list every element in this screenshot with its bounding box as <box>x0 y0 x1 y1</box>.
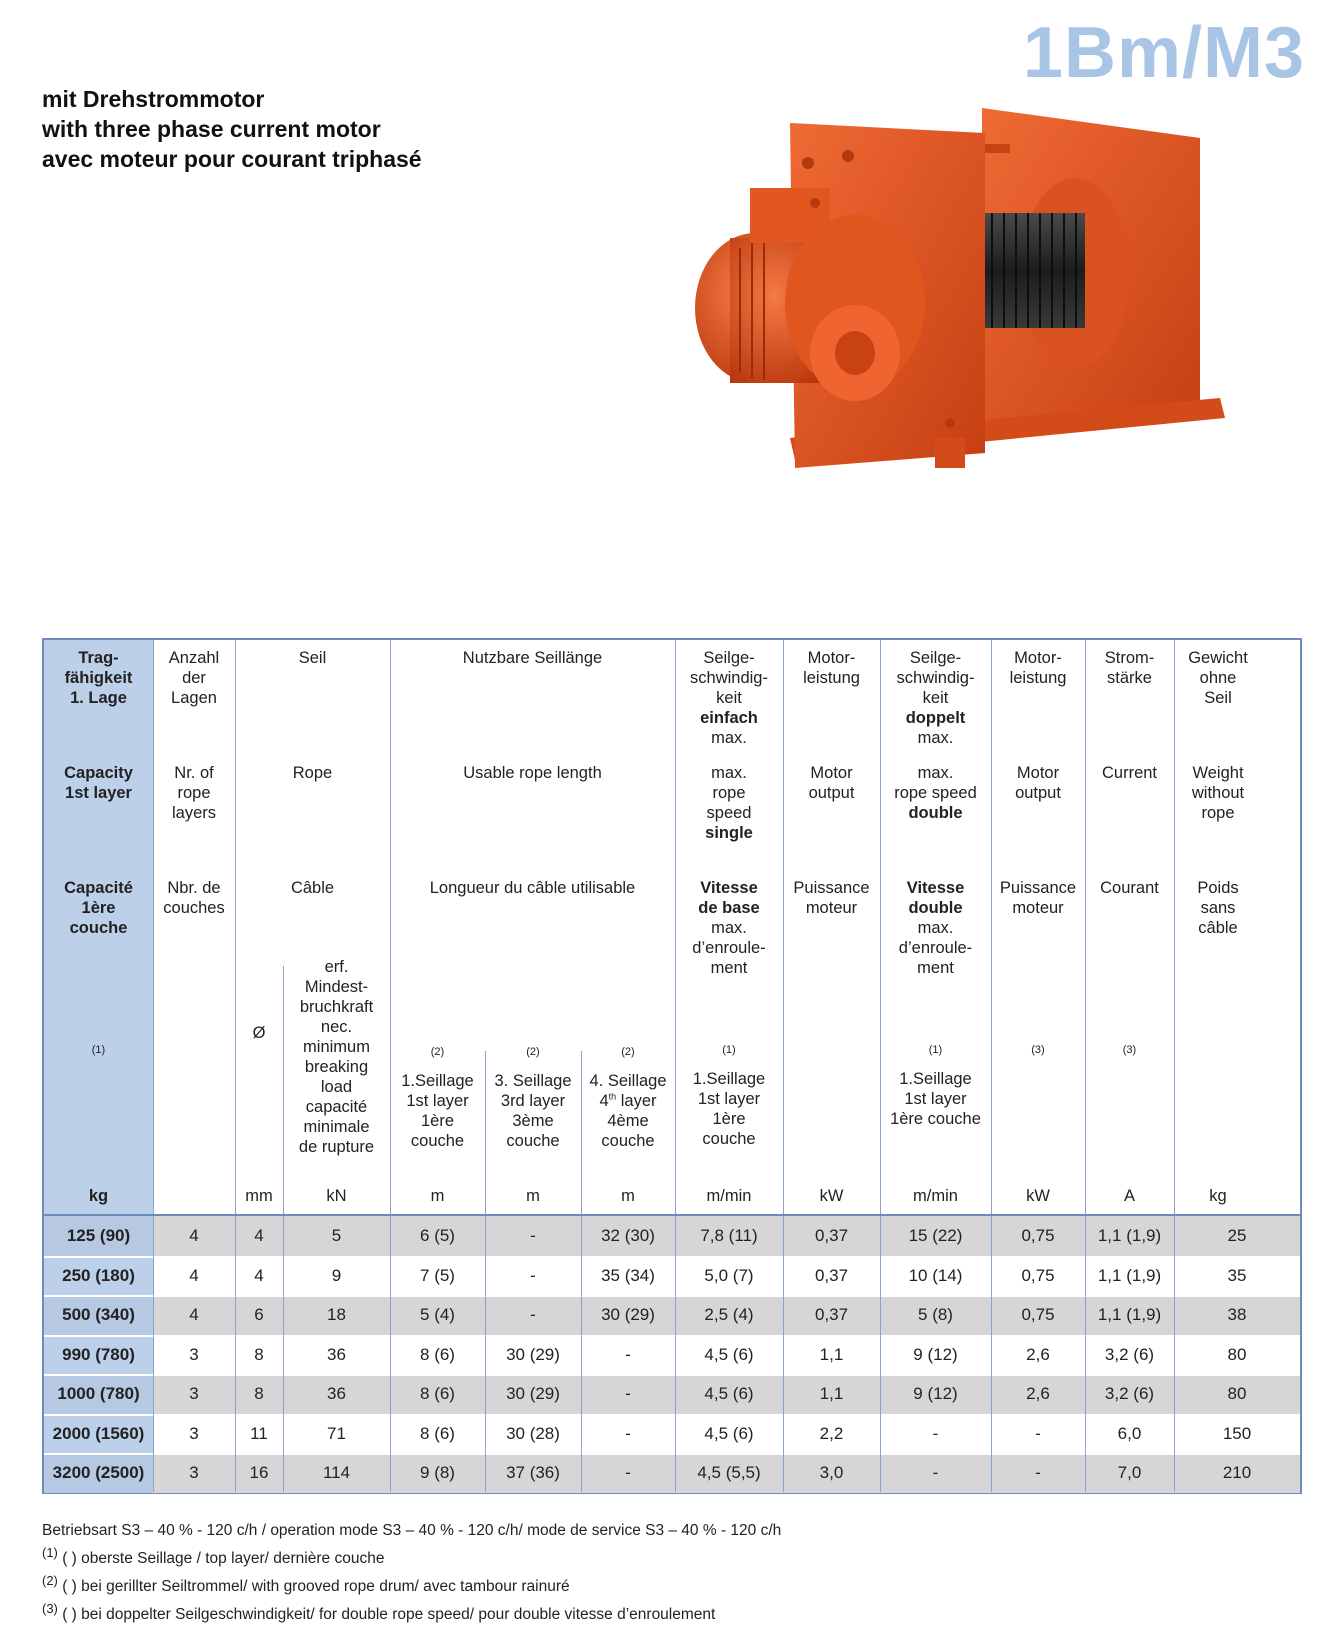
header-weight: Gewicht ohne Seil Weight without rope Poids sans câble kg <box>1188 649 1248 1205</box>
table-cell: 7,8 (11) <box>700 1226 758 1245</box>
table-cell: - <box>625 1384 631 1403</box>
table-cell: 80 <box>1227 1344 1247 1364</box>
table-cell: 2,6 <box>1026 1344 1050 1364</box>
table-cell: 18 <box>327 1305 346 1324</box>
grid-line <box>783 640 784 1492</box>
table-cell: 71 <box>327 1423 346 1443</box>
table-cell: 5 (8) <box>918 1305 953 1324</box>
table-cell: - <box>932 1423 939 1443</box>
table-cell: 5 <box>331 1226 342 1245</box>
table-row <box>44 1453 1300 1493</box>
header-rope-diameter: Ø mm <box>245 1024 273 1205</box>
table-cell: 1,1 <box>819 1344 844 1364</box>
table-cell: 2000 (1560) <box>44 1414 153 1454</box>
table-cell: - <box>625 1344 631 1364</box>
header-usable-length: Nutzbare Seillänge Usable rope length Longueur du câble utilisable <box>429 649 636 897</box>
table-cell: 38 <box>1227 1305 1247 1324</box>
grid-line <box>1085 640 1086 1492</box>
table-row <box>44 1374 1300 1414</box>
table-cell: 0,75 <box>1021 1265 1055 1285</box>
table-cell: 5,0 (7) <box>704 1265 754 1285</box>
table-cell: 80 <box>1227 1384 1247 1403</box>
header-rope: Seil Rope Câble <box>290 649 335 897</box>
subtitle-fr: avec moteur pour courant triphasé <box>42 146 422 172</box>
model-code: 1Bm/M3 <box>1022 13 1305 93</box>
table-cell: 25 <box>1227 1226 1247 1245</box>
table-cell: 36 <box>327 1344 346 1364</box>
header-usable-3rd: (2) 3. Seillage 3rd layer 3ème couche m <box>494 1046 572 1205</box>
table-cell: 6,0 <box>1117 1423 1142 1443</box>
grid-line <box>235 640 236 1492</box>
table-cell: 11 <box>250 1423 268 1443</box>
table-cell: 4 <box>254 1226 264 1245</box>
grid-line <box>283 966 284 1492</box>
table-cell: 8 <box>254 1384 264 1403</box>
row-divider <box>44 1414 1300 1416</box>
table-cell: 5 (4) <box>420 1305 455 1324</box>
footnotes <box>42 1520 781 1626</box>
table-cell: 3 <box>189 1344 199 1364</box>
header-rope-breaking-load: erf. Mindest- bruchkraft nec. minimum breaking load capacité minimale de rupture kN <box>298 958 375 1205</box>
table-cell: - <box>625 1423 631 1443</box>
grid-line <box>485 1051 486 1492</box>
table-cell: 30 (29) <box>601 1305 655 1324</box>
table-cell: 0,37 <box>814 1265 849 1285</box>
table-cell: 4 <box>254 1265 264 1285</box>
header-current: Strom- stärke Current Courant (3) A <box>1100 649 1159 1205</box>
subtitle-en: with three phase current motor <box>42 116 381 142</box>
grid-line <box>1174 640 1175 1492</box>
footnote-1: $^{(1)}$ ( ) oberste Seillage / top layer/ dernière couche <box>42 1545 385 1568</box>
grid-line <box>153 640 154 1492</box>
row-divider <box>44 1453 1300 1455</box>
row-divider <box>44 1374 1300 1376</box>
table-cell: 9 (8) <box>420 1463 455 1482</box>
header-capacity: Trag- fähigkeit 1. Lage Capacity 1st layer Capacité 1ère couche (1) kg <box>64 649 133 1205</box>
table-cell: - <box>932 1463 939 1482</box>
table-cell: 0,75 <box>1021 1305 1055 1324</box>
table-cell: 125 (90) <box>44 1216 153 1256</box>
table-cell: 8 <box>254 1344 264 1364</box>
table-cell: 16 <box>249 1463 269 1482</box>
table-cell: 9 (12) <box>913 1384 958 1403</box>
header-layers: Anzahl der Lagen Nr. of rope layers Nbr. de couches <box>163 649 225 917</box>
table-cell: 30 (29) <box>506 1384 560 1403</box>
table-cell: 3,0 <box>819 1463 844 1482</box>
table-cell: 1,1 (1,9) <box>1097 1305 1162 1324</box>
table-cell: 36 <box>327 1384 346 1403</box>
footnote-2: $^{(2)}$ ( ) bei gerillter Seiltrommel/ with grooved rope drum/ avec tambour rainuré <box>42 1573 570 1596</box>
table-cell: - <box>1035 1423 1041 1443</box>
table-cell: - <box>1035 1463 1041 1482</box>
winch-photo <box>680 108 1280 508</box>
header-motor-output-double: Motor- leistung Motor output Puissance moteur (3) kW <box>999 649 1077 1205</box>
table-row <box>44 1335 1300 1375</box>
table-cell: - <box>625 1463 631 1482</box>
table-cell: 37 (36) <box>506 1463 560 1482</box>
table-cell: 114 <box>322 1463 351 1482</box>
grid-line <box>991 640 992 1492</box>
table-cell: - <box>530 1305 536 1324</box>
table-cell: 4,5 (6) <box>704 1423 754 1443</box>
table-cell: - <box>530 1226 536 1245</box>
table-cell: 7,0 <box>1117 1463 1142 1482</box>
header-usable-1st: (2) 1.Seillage 1st layer 1ère couche m <box>401 1046 474 1205</box>
header-speed-single: Seilge- schwindig- keit einfach max. max. rope speed single Vitesse de base max. d’enroule- ment (1) 1.Seillage 1st layer 1ère couche m/min <box>690 649 768 1205</box>
footnote-3: $^{(3)}$ ( ) bei doppelter Seilgeschwindigkeit/ for double rope speed/ pour double vitesse d’enroulement <box>42 1601 716 1624</box>
header-usable-4th: (2) 4. Seillage 4th layer 4ème couche m <box>589 1046 667 1205</box>
row-divider <box>44 1295 1300 1297</box>
table-cell: 0,37 <box>814 1226 849 1245</box>
table-cell: 3,2 (6) <box>1104 1384 1155 1403</box>
table-row <box>44 1256 1300 1296</box>
table-cell: 9 (12) <box>913 1344 958 1364</box>
table-cell: 6 <box>254 1305 264 1324</box>
table-cell: 500 (340) <box>44 1295 153 1335</box>
table-cell: 1,1 <box>819 1384 844 1403</box>
subtitle-de: mit Drehstrommotor <box>42 86 265 112</box>
table-cell: 1,1 (1,9) <box>1097 1226 1162 1245</box>
table-cell: 35 <box>1227 1265 1247 1285</box>
table-cell: 7 (5) <box>420 1265 455 1285</box>
grid-line <box>880 640 881 1492</box>
header-motor-output-single: Motor- leistung Motor output Puissance moteur kW <box>793 649 870 1205</box>
grid-line <box>581 1051 582 1492</box>
spec-table <box>42 638 1302 1494</box>
table-cell: 0,75 <box>1021 1226 1055 1245</box>
table-cell: 2,5 (4) <box>704 1305 754 1324</box>
grid-line <box>675 640 676 1492</box>
table-row <box>44 1295 1300 1335</box>
table-cell: 15 (22) <box>908 1226 963 1245</box>
table-cell: 0,37 <box>814 1305 849 1324</box>
table-cell: - <box>530 1265 536 1285</box>
table-row <box>44 1414 1300 1454</box>
table-cell: 10 (14) <box>908 1265 963 1285</box>
table-cell: 2,6 <box>1026 1384 1050 1403</box>
table-row <box>44 1216 1300 1256</box>
table-cell: 3,2 (6) <box>1104 1344 1155 1364</box>
table-cell: 32 (30) <box>601 1226 655 1245</box>
table-cell: 1000 (780) <box>44 1374 153 1414</box>
table-cell: 4,5 (5,5) <box>697 1463 761 1482</box>
table-cell: 30 (28) <box>506 1423 560 1443</box>
table-cell: 4 <box>189 1305 199 1324</box>
table-cell: 2,2 <box>819 1423 844 1443</box>
product-subtitle <box>42 84 422 174</box>
table-cell: 35 (34) <box>601 1265 655 1285</box>
header-divider <box>44 1214 1300 1216</box>
table-cell: 8 (6) <box>420 1344 455 1364</box>
table-cell: 150 <box>1222 1423 1252 1443</box>
table-cell: 1,1 (1,9) <box>1097 1265 1162 1285</box>
table-cell: 6 (5) <box>420 1226 455 1245</box>
table-cell: 990 (780) <box>44 1335 153 1375</box>
table-cell: 210 <box>1222 1463 1252 1482</box>
header-speed-double: Seilge- schwindig- keit doppelt max. max. rope speed double Vitesse double max. d’enroule- ment (1) 1.Seillage 1st layer 1ère couche m/min <box>890 649 981 1205</box>
grid-line <box>390 640 391 1492</box>
row-divider <box>44 1256 1300 1258</box>
table-cell: 4,5 (6) <box>704 1344 754 1364</box>
table-cell: 3 <box>189 1463 199 1482</box>
table-cell: 8 (6) <box>420 1384 455 1403</box>
table-cell: 3 <box>189 1423 199 1443</box>
operation-mode-note: Betriebsart S3 – 40 % - 120 c/h / operation mode S3 – 40 % - 120 c/h/ mode de service S3 – 40 % - 120 c/h <box>42 1522 782 1539</box>
table-cell: 4 <box>189 1265 199 1285</box>
table-cell: 250 (180) <box>44 1256 153 1296</box>
row-divider <box>44 1335 1300 1337</box>
table-cell: 3 <box>189 1384 199 1403</box>
table-cell: 30 (29) <box>506 1344 560 1364</box>
table-cell: 4,5 (6) <box>704 1384 754 1403</box>
table-cell: 9 <box>331 1265 342 1285</box>
table-cell: 8 (6) <box>420 1423 455 1443</box>
table-cell: 4 <box>189 1226 199 1245</box>
table-cell: 3200 (2500) <box>44 1453 153 1493</box>
